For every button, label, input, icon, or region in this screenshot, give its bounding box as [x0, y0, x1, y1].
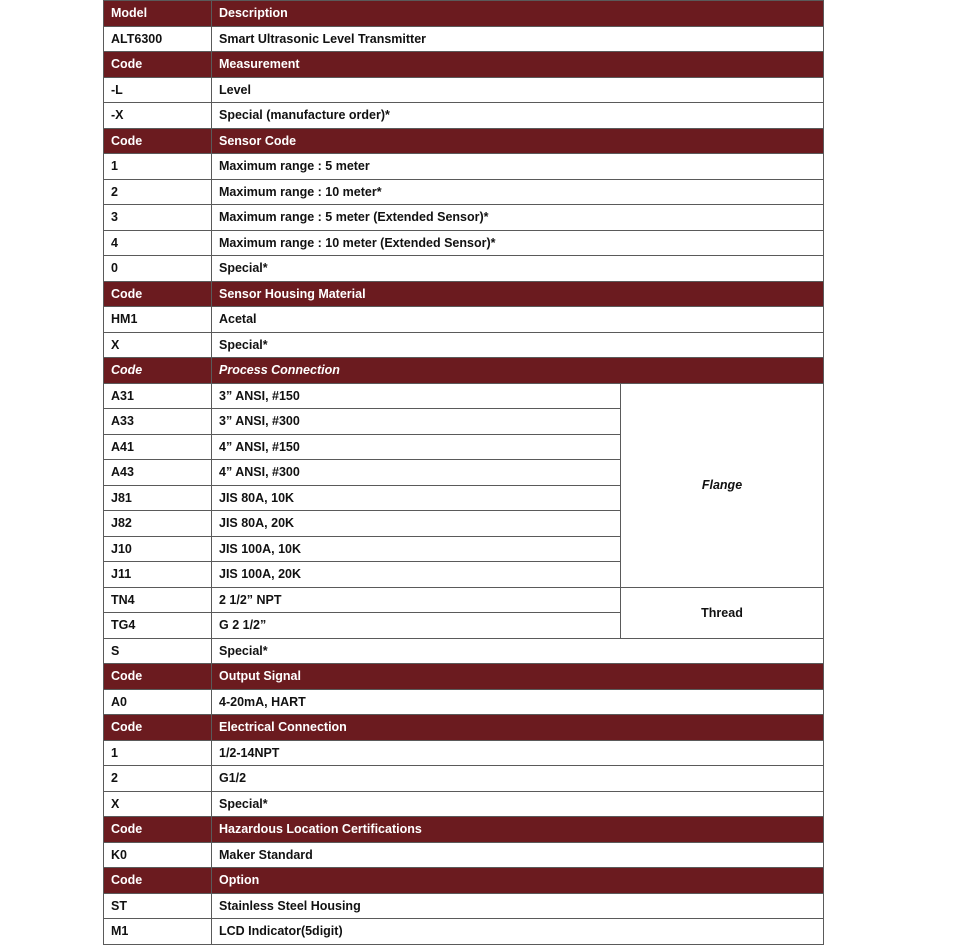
table-row: [104, 689, 824, 715]
header-title-cell: Sensor Housing Material: [212, 281, 824, 307]
description-cell: Special*: [212, 791, 824, 817]
section-header-row: [104, 281, 824, 307]
header-code-cell: Code: [104, 358, 212, 384]
code-cell: A43: [104, 460, 212, 486]
description-cell: Maximum range : 5 meter (Extended Sensor)*: [212, 205, 824, 231]
code-cell: ALT6300: [104, 26, 212, 52]
table-row: [104, 842, 824, 868]
table-row: [104, 332, 824, 358]
header-code-cell: Code: [104, 664, 212, 690]
description-cell: Stainless Steel Housing: [212, 893, 824, 919]
description-cell: Maximum range : 10 meter*: [212, 179, 824, 205]
header-code-cell: Model: [104, 1, 212, 27]
header-title-cell: Description: [212, 1, 824, 27]
table-row: [104, 919, 824, 945]
description-cell: Maker Standard: [212, 842, 824, 868]
code-cell: S: [104, 638, 212, 664]
header-code-cell: Code: [104, 715, 212, 741]
table-row: [104, 893, 824, 919]
table-row: [104, 26, 824, 52]
table-row: [104, 383, 824, 409]
code-cell: A0: [104, 689, 212, 715]
section-header-row: [104, 1, 824, 27]
table-row: [104, 77, 824, 103]
table-row: [104, 154, 824, 180]
description-cell: JIS 100A, 20K: [212, 562, 621, 588]
description-cell: 4” ANSI, #150: [212, 434, 621, 460]
code-cell: TG4: [104, 613, 212, 639]
section-header-row: [104, 868, 824, 894]
description-cell: Acetal: [212, 307, 824, 333]
code-cell: M1: [104, 919, 212, 945]
table-row: [104, 179, 824, 205]
connection-type-cell: Flange: [621, 383, 824, 587]
description-cell: Smart Ultrasonic Level Transmitter: [212, 26, 824, 52]
description-cell: Special (manufacture order)*: [212, 103, 824, 129]
description-cell: JIS 80A, 20K: [212, 511, 621, 537]
table-row: [104, 638, 824, 664]
code-cell: 4: [104, 230, 212, 256]
description-cell: G 2 1/2”: [212, 613, 621, 639]
header-code-cell: Code: [104, 128, 212, 154]
header-title-cell: Sensor Code: [212, 128, 824, 154]
section-header-row: [104, 715, 824, 741]
code-cell: TN4: [104, 587, 212, 613]
code-cell: 2: [104, 179, 212, 205]
code-cell: ST: [104, 893, 212, 919]
description-cell: JIS 100A, 10K: [212, 536, 621, 562]
table-row: [104, 205, 824, 231]
code-cell: 1: [104, 154, 212, 180]
table-row: [104, 740, 824, 766]
section-header-row: [104, 664, 824, 690]
connection-type-cell: Thread: [621, 587, 824, 638]
table-row: [104, 791, 824, 817]
header-title-cell: Process Connection: [212, 358, 824, 384]
description-cell: Level: [212, 77, 824, 103]
code-cell: HM1: [104, 307, 212, 333]
code-cell: 0: [104, 256, 212, 282]
description-cell: LCD Indicator(5digit): [212, 919, 824, 945]
code-cell: A31: [104, 383, 212, 409]
table-row: [104, 307, 824, 333]
section-header-row: [104, 128, 824, 154]
code-cell: X: [104, 791, 212, 817]
code-cell: 2: [104, 766, 212, 792]
description-cell: G1/2: [212, 766, 824, 792]
table-row: [104, 256, 824, 282]
section-header-row: [104, 52, 824, 78]
code-cell: J82: [104, 511, 212, 537]
header-code-cell: Code: [104, 52, 212, 78]
description-cell: Special*: [212, 256, 824, 282]
code-cell: -L: [104, 77, 212, 103]
code-cell: X: [104, 332, 212, 358]
code-cell: -X: [104, 103, 212, 129]
description-cell: Special*: [212, 332, 824, 358]
header-code-cell: Code: [104, 868, 212, 894]
model-code-table: [103, 0, 824, 945]
description-cell: 4-20mA, HART: [212, 689, 824, 715]
section-header-row: [104, 358, 824, 384]
code-cell: K0: [104, 842, 212, 868]
header-title-cell: Output Signal: [212, 664, 824, 690]
description-cell: 1/2-14NPT: [212, 740, 824, 766]
code-cell: A33: [104, 409, 212, 435]
description-cell: 2 1/2” NPT: [212, 587, 621, 613]
code-cell: 1: [104, 740, 212, 766]
description-cell: Maximum range : 5 meter: [212, 154, 824, 180]
section-header-row: [104, 817, 824, 843]
code-cell: 3: [104, 205, 212, 231]
table-row: [104, 103, 824, 129]
header-code-cell: Code: [104, 281, 212, 307]
description-cell: 3” ANSI, #150: [212, 383, 621, 409]
description-cell: JIS 80A, 10K: [212, 485, 621, 511]
header-title-cell: Hazardous Location Certifications: [212, 817, 824, 843]
table-row: [104, 766, 824, 792]
table-row: [104, 230, 824, 256]
description-cell: Special*: [212, 638, 824, 664]
code-cell: J81: [104, 485, 212, 511]
header-title-cell: Electrical Connection: [212, 715, 824, 741]
code-cell: A41: [104, 434, 212, 460]
header-title-cell: Measurement: [212, 52, 824, 78]
code-cell: J11: [104, 562, 212, 588]
description-cell: 3” ANSI, #300: [212, 409, 621, 435]
header-code-cell: Code: [104, 817, 212, 843]
description-cell: Maximum range : 10 meter (Extended Sensor)*: [212, 230, 824, 256]
code-cell: J10: [104, 536, 212, 562]
header-title-cell: Option: [212, 868, 824, 894]
description-cell: 4” ANSI, #300: [212, 460, 621, 486]
table-row: [104, 587, 824, 613]
model-code-table-body: [104, 1, 824, 945]
